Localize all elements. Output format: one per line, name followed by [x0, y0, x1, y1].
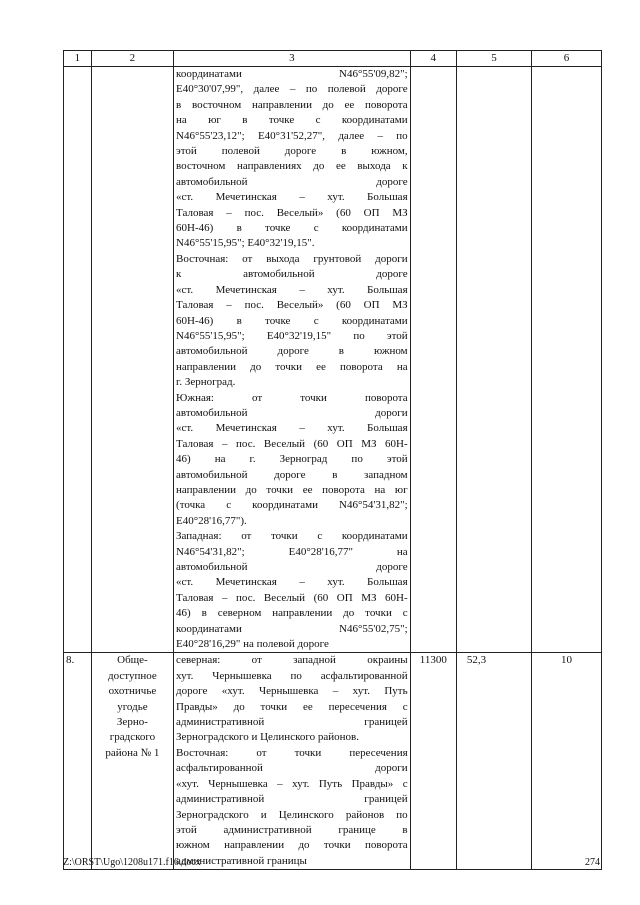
name-line: Обще- — [117, 654, 148, 667]
text-line: N46°55'23,12"; E40°31'52,27", далее – по — [176, 129, 408, 142]
header-cell: 1 — [64, 51, 92, 67]
name-line: Зерно- — [116, 716, 148, 729]
text-line: N46°54'31,82"; E40°28'16,77" на — [176, 545, 408, 558]
text-line: (точка с координатами N46°54'31,82"; — [176, 499, 408, 512]
text-line: на юг в точке с координатами — [176, 114, 408, 127]
header-cell: 6 — [532, 51, 602, 67]
value-cell — [532, 67, 602, 653]
text-line: Зерноградского и Целинского районов. — [176, 731, 359, 744]
text-line: хут. Чернышевка по асфальтированной — [176, 669, 408, 682]
text-line: асфальтированной дороги — [176, 762, 408, 775]
header-row — [64, 51, 602, 67]
text-line: E40°28'16,77"). — [176, 514, 247, 527]
text-line: «ст. Мечетинская – хут. Большая — [176, 283, 408, 296]
header-cell: 2 — [91, 51, 173, 67]
text-line: г. Зерноград. — [176, 376, 236, 389]
value-col5: 52,3 — [456, 653, 531, 870]
text-line: административной границей — [176, 793, 408, 806]
text-line: направлении до точки ее поворота на юг — [176, 483, 408, 496]
text-line: «ст. Мечетинская – хут. Большая — [176, 422, 408, 435]
text-line: 60Н-46) в точке с координатами — [176, 314, 408, 327]
header-cell: 5 — [456, 51, 531, 67]
text-line: 60Н-46) в точке с координатами — [176, 222, 408, 235]
name-line: охотничье — [108, 685, 157, 698]
text-line: координатами N46°55'02,75"; — [176, 622, 408, 635]
text-line: Восточная: от точки пересечения — [176, 746, 408, 759]
text-line: E40°30'07,99", далее – по полевой дороге — [176, 83, 408, 96]
text-line: «хут. Чернышевка – хут. Путь Правды» с — [176, 777, 408, 790]
text-line: 46) в северном направлении до точки с — [176, 607, 408, 620]
text-line: административной границы — [176, 854, 307, 867]
text-line: автомобильной дороге в западном — [176, 468, 408, 481]
name-line: доступное — [108, 669, 157, 682]
hunting-ground-name — [91, 653, 173, 870]
text-line: северная: от западной окраины — [176, 654, 408, 667]
text-line: координатами N46°55'09,82"; — [176, 68, 408, 80]
text-line: Зерноградского и Целинского районов по — [176, 808, 408, 821]
table-row-continued — [64, 67, 602, 653]
row-number: 8. — [64, 653, 92, 870]
text-line: Западная: от точки с координатами — [176, 530, 408, 543]
page-number: 274 — [585, 857, 600, 868]
text-line: административной границей — [176, 716, 408, 729]
text-line: N46°55'15,95"; E40°32'19,15". — [176, 237, 315, 250]
text-line: Таловая – пос. Веселый (60 ОП МЗ 60Н- — [176, 591, 408, 604]
value-cell — [456, 67, 531, 653]
text-line: Таловая – пос. Веселый» (60 ОП МЗ — [176, 206, 408, 219]
name-line: района № 1 — [105, 746, 160, 759]
text-line: автомобильной дороге — [176, 175, 408, 188]
text-line: «ст. Мечетинская – хут. Большая — [176, 576, 408, 589]
area-cell — [410, 67, 456, 653]
text-line: восточном направлениях до ее выхода к — [176, 160, 408, 173]
header-cell: 4 — [410, 51, 456, 67]
text-line: в восточном направлении до ее поворота — [176, 98, 408, 111]
text-line: автомобильной дороги — [176, 406, 408, 419]
row-name-cell — [91, 67, 173, 653]
text-line: Правды» до точки ее пересечения с — [176, 700, 408, 713]
text-line: дороге «хут. Чернышевка – хут. Путь — [176, 685, 408, 698]
text-line: E40°28'16,29" на полевой дороге — [176, 638, 329, 651]
text-line: этой полевой дороге в южном, — [176, 145, 408, 158]
text-line: южном направлении до точки поворота — [176, 839, 408, 852]
text-line: Южная: от точки поворота — [176, 391, 408, 404]
text-line: Таловая – пос. Веселый» (60 ОП МЗ — [176, 299, 408, 312]
boundary-description — [174, 67, 411, 653]
territory-table — [63, 50, 602, 870]
text-line: «ст. Мечетинская – хут. Большая — [176, 191, 408, 204]
text-line: 46) на г. Зерноград по этой — [176, 453, 408, 466]
text-line: этой административной границе в — [176, 823, 408, 836]
text-line: автомобильной дороге — [176, 561, 408, 573]
name-line: угодье — [117, 700, 148, 713]
text-line: Восточная: от выхода грунтовой дороги — [176, 252, 408, 265]
value-col6: 10 — [532, 653, 602, 870]
text-line: к автомобильной дороге — [176, 268, 408, 281]
text-line: Таловая – пос. Веселый (60 ОП МЗ 60Н- — [176, 437, 408, 450]
file-path: Z:\ORST\Ugo\1208u171.f16.docx — [63, 857, 201, 868]
text-line: автомобильной дороге в южном — [176, 345, 408, 358]
header-cell: 3 — [174, 51, 411, 67]
row-number-cell — [64, 67, 92, 653]
table-row-8 — [64, 653, 602, 870]
boundary-description — [174, 653, 411, 870]
name-line: градского — [109, 731, 156, 744]
area-value: 11300 — [410, 653, 456, 870]
text-line: N46°55'15,95"; E40°32'19,15" по этой — [176, 329, 408, 342]
text-line: направлении до точки ее поворота на — [176, 360, 408, 373]
